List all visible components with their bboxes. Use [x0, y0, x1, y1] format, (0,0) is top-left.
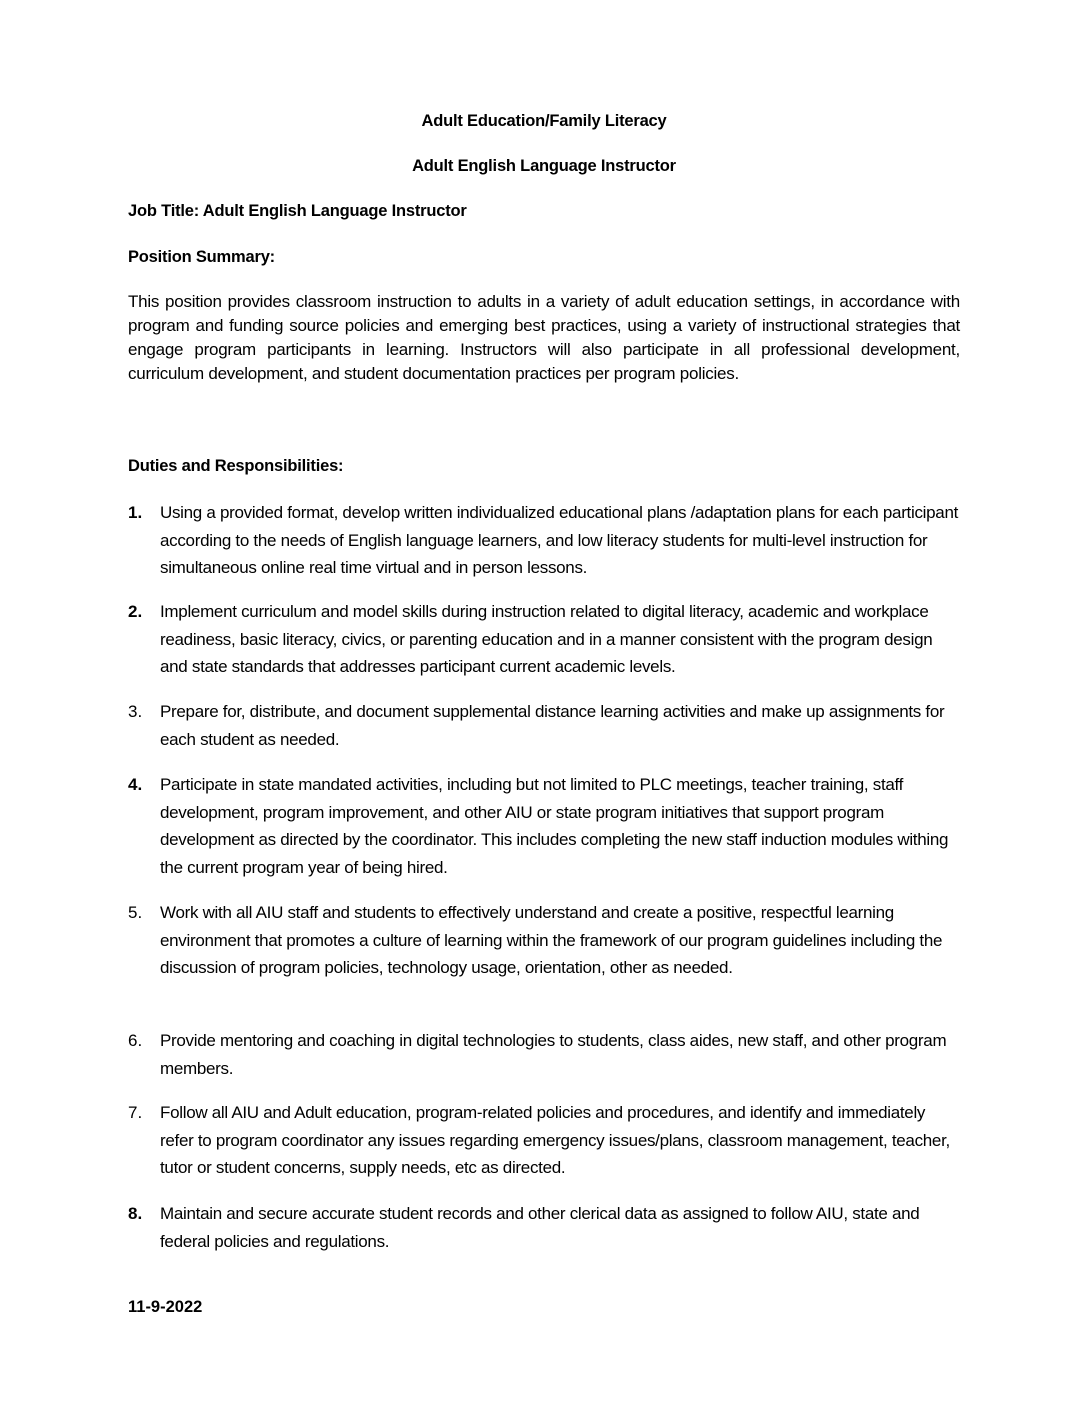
duty-number: 6. — [128, 1031, 143, 1050]
program-heading: Adult Education/Family Literacy — [421, 112, 667, 130]
position-summary-text: This position provides classroom instruction to adults in a variety of adult education settings, in accordance with program and funding source policies and emerging best practices, using a variety of instructional strategies that engage program participants in learning. Instructors will also participate in all professional development, curriculum development, and student documentation practices per program policies. — [128, 292, 960, 383]
position-summary-heading: Position Summary: — [128, 248, 275, 266]
duty-text: Maintain and secure accurate student records and other clerical data as assigned to follow AIU, state and federal policies and regulations. — [160, 1204, 920, 1251]
duty-text: Implement curriculum and model skills during instruction related to digital literacy, academic and workplace readiness, basic literacy, civics, or parenting education and in a manner consistent with the program design and state standards that addresses participant current academic levels. — [160, 602, 933, 676]
duty-text: Work with all AIU staff and students to effectively understand and create a positive, respectful learning environment that promotes a culture of learning within the framework of our program guidelines including the discussion of program policies, technology usage, orientation, other as needed. — [160, 903, 943, 977]
duty-text: Prepare for, distribute, and document supplemental distance learning activities and make up assignments for each student as needed. — [160, 702, 945, 749]
duty-text: Follow all AIU and Adult education, program-related policies and procedures, and identify and immediately refer to program coordinator any issues regarding emergency issues/plans, classroom management, teacher, tutor or student concerns, supply needs, etc as directed. — [160, 1103, 950, 1177]
position-heading: Adult English Language Instructor — [412, 157, 676, 175]
duty-number: 4. — [128, 775, 143, 794]
document-page — [128, 0, 960, 1408]
duty-text: Participate in state mandated activities, including but not limited to PLC meetings, teacher training, staff development, program improvement, and other AIU or state program initiatives that support program development as directed by the coordinator. This includes completing the new staff induction modules withing the current program year of being hired. — [160, 775, 949, 877]
duty-number: 7. — [128, 1103, 143, 1122]
duty-text: Provide mentoring and coaching in digital technologies to students, class aides, new staff, and other program members. — [160, 1031, 947, 1078]
document-date: 11-9-2022 — [128, 1298, 203, 1316]
duty-number: 5. — [128, 903, 143, 922]
duty-number: 1. — [128, 503, 143, 522]
job-title: Job Title: Adult English Language Instructor — [128, 202, 467, 220]
duty-number: 2. — [128, 602, 143, 621]
duty-number: 8. — [128, 1204, 143, 1223]
duty-text: Using a provided format, develop written individualized educational plans /adaptation plans for each participant according to the needs of English language learners, and low literacy students for multi-level instruction for simultaneous online real time virtual and in person lessons. — [160, 503, 959, 577]
duties-heading: Duties and Responsibilities: — [128, 457, 344, 475]
duty-number: 3. — [128, 702, 143, 721]
